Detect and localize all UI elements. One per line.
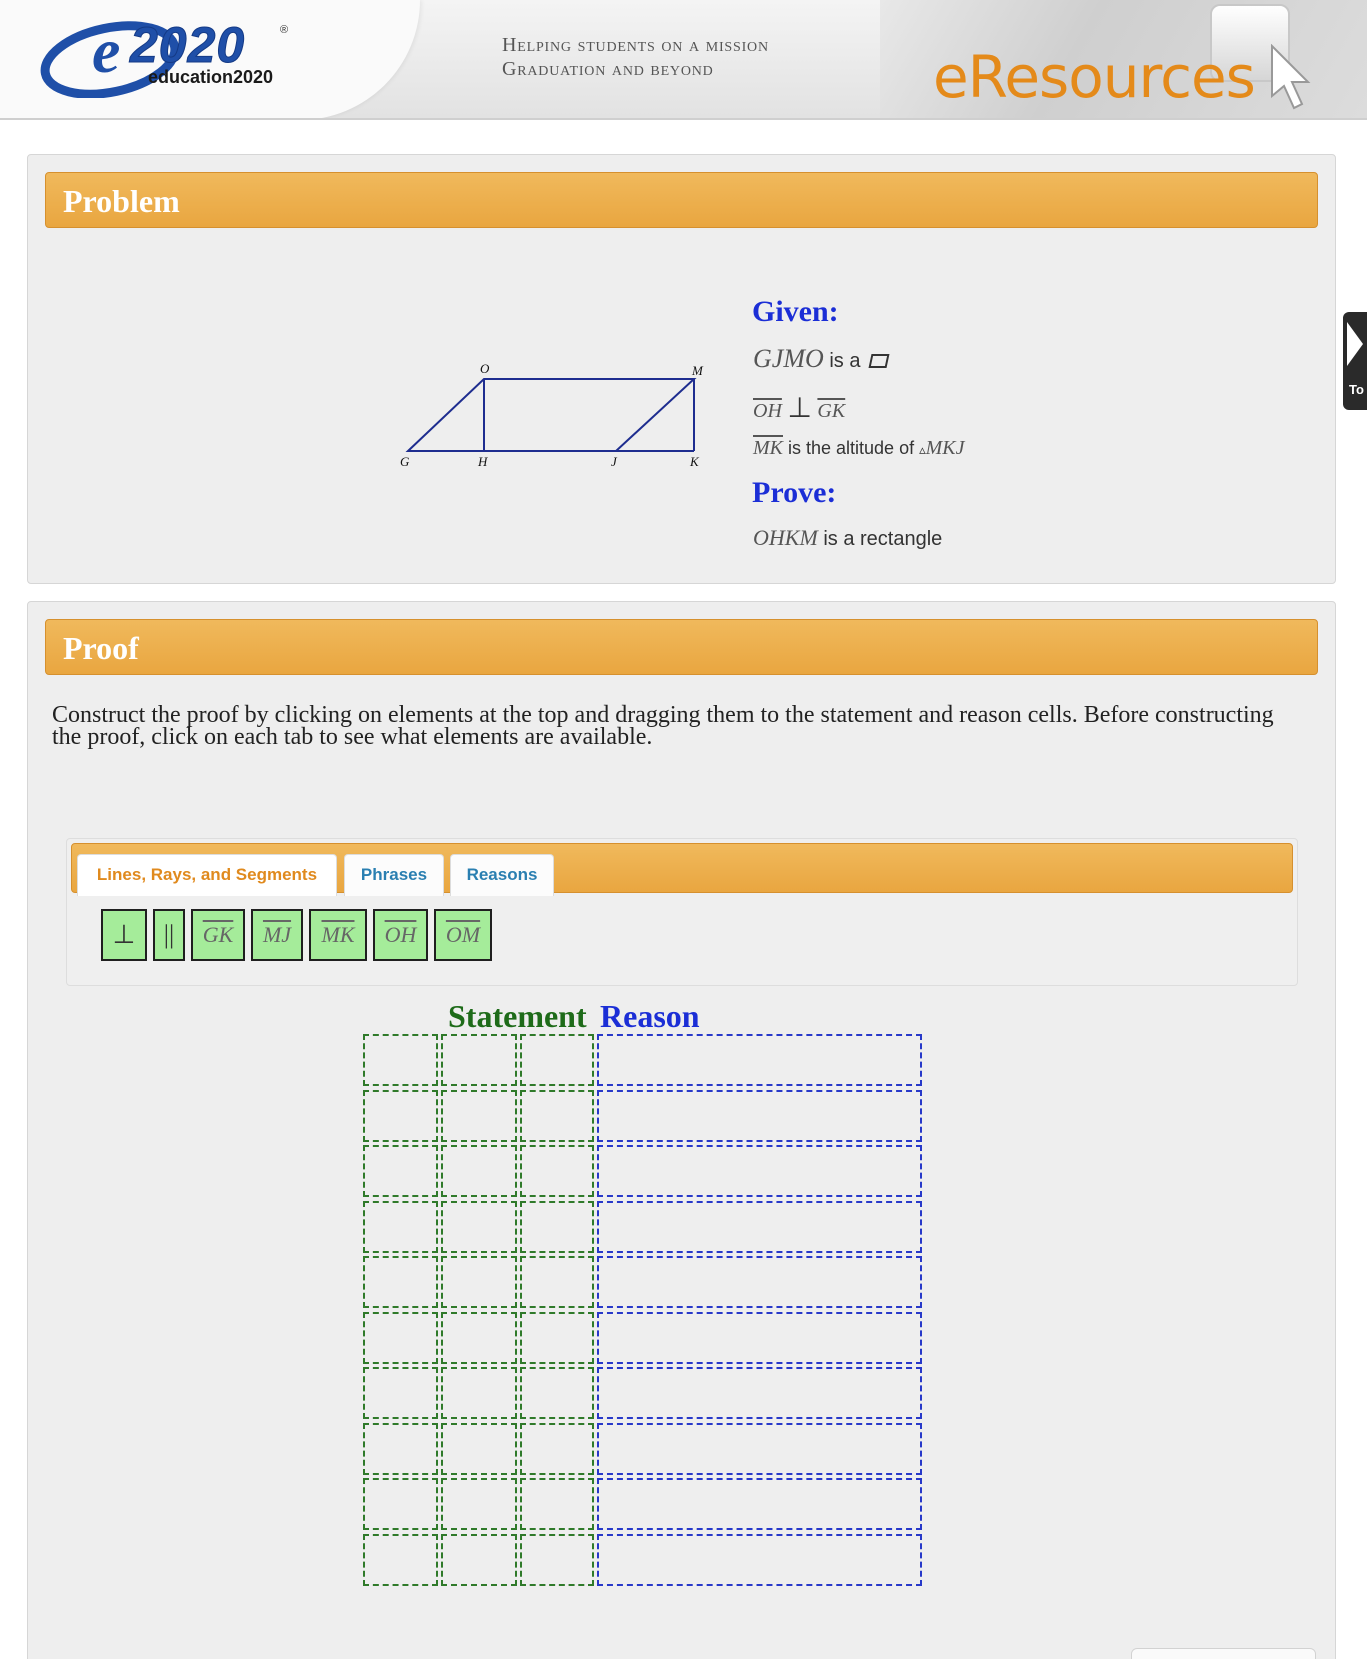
statement-cell[interactable] — [441, 1367, 517, 1419]
eresources-title: eResources — [933, 43, 1255, 111]
statement-cell[interactable] — [441, 1478, 517, 1530]
statement-column-header: Statement — [448, 998, 587, 1034]
proof-title: Proof — [63, 630, 139, 666]
given-2-operator: ⊥ — [787, 392, 812, 423]
play-arrow-icon — [1347, 322, 1363, 366]
vertex-label-m: M — [692, 363, 703, 378]
problem-title: Problem — [63, 183, 180, 219]
statement-cell[interactable] — [520, 1367, 594, 1419]
statement-cell[interactable] — [363, 1478, 438, 1530]
statement-cell[interactable] — [441, 1312, 517, 1364]
vertex-label-j: J — [611, 454, 617, 469]
prove-statement — [753, 525, 942, 551]
tile-segment-om[interactable]: $\overline{OM}$ — [434, 909, 492, 961]
given-2-segment-a: $\overline{OH}$ — [753, 400, 782, 422]
element-palette — [66, 838, 1298, 986]
given-1-variable: GJMO — [753, 344, 824, 373]
statement-cell[interactable] — [520, 1034, 594, 1086]
tagline-line-2: Graduation and beyond — [502, 58, 714, 80]
statement-cell[interactable] — [441, 1423, 517, 1475]
given-3-variable: MKJ — [925, 437, 965, 459]
site-header — [0, 0, 1367, 120]
prove-heading: Prove: — [752, 476, 837, 509]
proof-table — [363, 1034, 923, 1586]
reason-column-header: Reason — [600, 998, 700, 1034]
prove-text: is a rectangle — [817, 528, 943, 550]
given-1-text: is a — [823, 350, 867, 372]
tile-segment-gk[interactable]: $\overline{GK}$ — [191, 909, 245, 961]
reason-cell[interactable] — [597, 1034, 922, 1086]
statement-cell[interactable] — [363, 1145, 438, 1197]
bottom-button[interactable] — [1131, 1648, 1316, 1659]
given-statement-1 — [753, 344, 888, 374]
statement-cell[interactable] — [520, 1145, 594, 1197]
tile-perpendicular[interactable]: ⊥ — [101, 909, 147, 961]
side-tab-label: To — [1349, 382, 1364, 397]
tab-phrases[interactable]: Phrases — [344, 854, 444, 896]
statement-cell[interactable] — [363, 1312, 438, 1364]
reason-cell[interactable] — [597, 1201, 922, 1253]
statement-cell[interactable] — [363, 1367, 438, 1419]
statement-cell[interactable] — [363, 1090, 438, 1142]
reason-cell[interactable] — [597, 1367, 922, 1419]
tagline-line-1: Helping students on a mission — [502, 34, 769, 56]
reason-cell[interactable] — [597, 1423, 922, 1475]
svg-text:e: e — [92, 15, 121, 86]
reason-cell[interactable] — [597, 1478, 922, 1530]
statement-cell[interactable] — [520, 1534, 594, 1586]
parallelogram-icon — [869, 354, 890, 368]
statement-cell[interactable] — [363, 1534, 438, 1586]
tab-lines-rays-segments[interactable]: Lines, Rays, and Segments — [77, 854, 337, 896]
vertex-label-g: G — [400, 454, 410, 469]
problem-panel — [27, 154, 1336, 584]
logo-digits: 2020 — [130, 17, 246, 73]
statement-cell[interactable] — [363, 1423, 438, 1475]
statement-cell[interactable] — [520, 1201, 594, 1253]
tile-parallel[interactable]: || — [153, 909, 185, 961]
tile-segment-mj[interactable]: $\overline{MJ}$ — [251, 909, 303, 961]
statement-cell[interactable] — [441, 1201, 517, 1253]
statement-cell[interactable] — [520, 1090, 594, 1142]
problem-header — [45, 172, 1318, 228]
statement-cell[interactable] — [363, 1256, 438, 1308]
logo-name: education2020 — [148, 67, 274, 87]
triangle-icon: ▵ — [919, 442, 926, 457]
statement-cell[interactable] — [363, 1034, 438, 1086]
prove-variable: OHKM — [753, 525, 818, 550]
vertex-label-h: H — [478, 454, 488, 469]
statement-cell[interactable] — [520, 1423, 594, 1475]
proof-header — [45, 619, 1318, 675]
statement-cell[interactable] — [441, 1534, 517, 1586]
given-3-segment: $\overline{MK}$ — [753, 437, 783, 459]
cursor-icon — [1268, 44, 1318, 114]
statement-cell[interactable] — [441, 1145, 517, 1197]
vertex-label-k: K — [690, 454, 699, 469]
statement-cell[interactable] — [520, 1478, 594, 1530]
vertex-label-o: O — [480, 361, 490, 376]
proof-panel — [27, 601, 1336, 1659]
given-heading: Given: — [752, 295, 839, 328]
logo-registered-mark: ® — [280, 24, 289, 36]
statement-cell[interactable] — [520, 1256, 594, 1308]
reason-cell[interactable] — [597, 1145, 922, 1197]
proof-instructions: Construct the proof by clicking on elements at the top and dragging them to the statement and reason cells. Before constructing the proof, click on each tab to see what elements are available. — [52, 702, 1274, 750]
tile-segment-mk[interactable]: $\overline{MK}$ — [309, 909, 367, 961]
statement-cell[interactable] — [441, 1034, 517, 1086]
statement-cell[interactable] — [520, 1312, 594, 1364]
reason-cell[interactable] — [597, 1534, 922, 1586]
palette-tab-bar — [71, 843, 1293, 893]
statement-cell[interactable] — [441, 1090, 517, 1142]
given-3-text: is the altitude of — [783, 438, 920, 458]
statement-cell[interactable] — [363, 1201, 438, 1253]
given-2-segment-b: $\overline{GK}$ — [817, 400, 846, 422]
parallelogram-figure — [398, 355, 718, 485]
given-statement-2 — [753, 391, 845, 424]
statement-cell[interactable] — [441, 1256, 517, 1308]
reason-cell[interactable] — [597, 1312, 922, 1364]
tab-reasons[interactable]: Reasons — [450, 854, 554, 896]
reason-cell[interactable] — [597, 1256, 922, 1308]
reason-cell[interactable] — [597, 1090, 922, 1142]
tile-segment-oh[interactable]: $\overline{OH}$ — [373, 909, 428, 961]
tagline — [502, 33, 769, 81]
given-statement-3 — [753, 437, 965, 460]
